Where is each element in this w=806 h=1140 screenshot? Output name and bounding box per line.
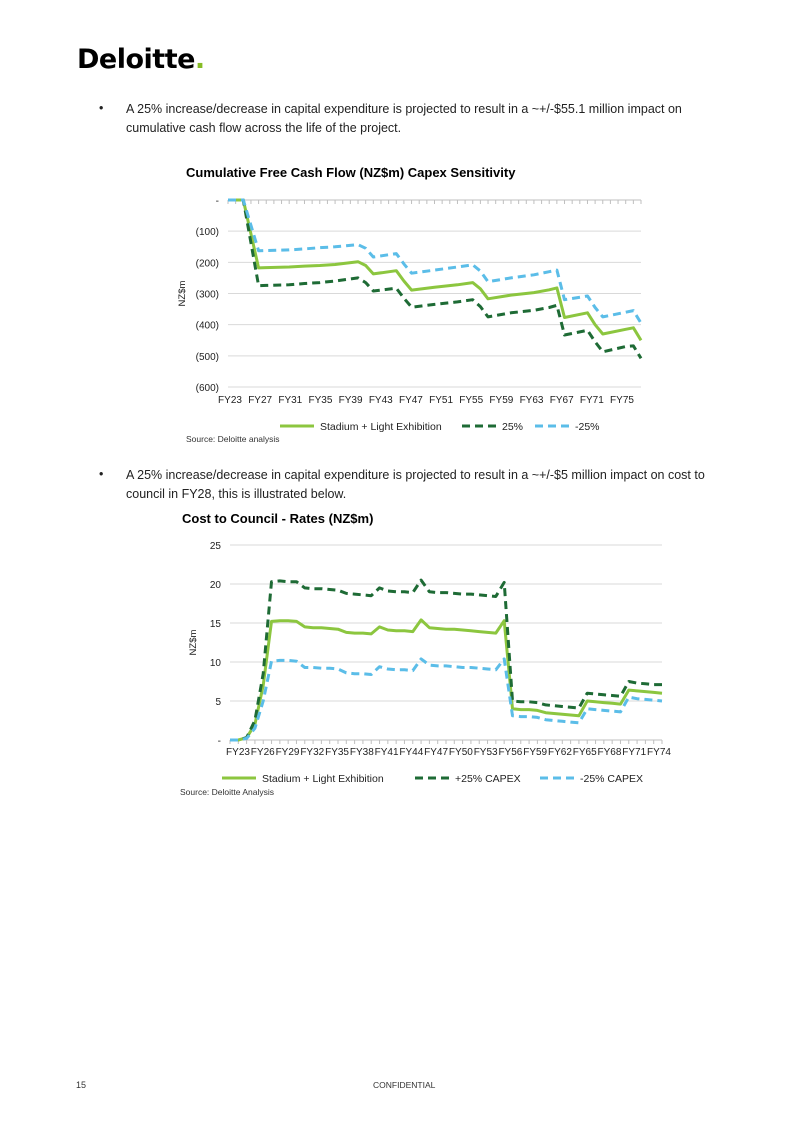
logo-text: Deloitte [77, 44, 195, 75]
c1-y-axis-label: NZ$m [177, 280, 188, 307]
c1-x-tick-label: FY47 [398, 395, 423, 406]
deloitte-logo [77, 44, 205, 75]
c2-series-line [230, 659, 662, 740]
c2-x-tick-label: FY38 [349, 747, 374, 758]
c2-x-tick-label: FY56 [498, 747, 523, 758]
c1-y-tick-label: (600) [195, 383, 219, 394]
bullet-text: A 25% increase/decrease in capital expenditure is projected to result in a ~+/-$55.1 million impact on cumulative cash flow across the life of the project. [126, 102, 682, 135]
c1-x-tick-label: FY63 [519, 395, 544, 406]
c1-x-tick-label: FY75 [610, 395, 634, 406]
c1-x-tick-label: FY55 [459, 395, 484, 406]
cost-to-council-chart [170, 530, 680, 790]
c1-y-tick-label: (100) [195, 227, 219, 239]
c2-x-tick-label: FY71 [622, 747, 647, 758]
bullet-marker: • [99, 467, 104, 481]
c1-legend-label: -25% [575, 421, 600, 433]
c1-legend-label: 25% [502, 421, 524, 433]
c2-x-tick-label: FY47 [424, 747, 449, 758]
c2-x-tick-label: FY26 [250, 747, 275, 758]
c2-x-tick-label: FY53 [473, 747, 498, 758]
c1-x-tick-label: FY67 [549, 395, 574, 406]
c2-x-tick-label: FY29 [275, 747, 300, 758]
c2-x-tick-label: FY41 [374, 747, 399, 758]
c2-legend-label: Stadium + Light Exhibition [262, 773, 384, 785]
page-number: 15 [76, 1080, 87, 1090]
chart-title: Cost to Council - Rates (NZ$m) [182, 511, 374, 526]
c2-y-tick-label: 10 [209, 658, 221, 669]
confidential-label: CONFIDENTIAL [373, 1080, 436, 1090]
c1-y-tick-label: (400) [195, 320, 219, 332]
c1-y-tick-label: (200) [195, 258, 219, 270]
c1-legend-label: Stadium + Light Exhibition [320, 421, 442, 433]
cumulative-cash-flow-chart [170, 185, 660, 440]
c2-x-tick-label: FY35 [325, 747, 350, 758]
c1-x-tick-label: FY71 [579, 395, 604, 406]
c2-x-tick-label: FY59 [523, 747, 548, 758]
c2-legend-label: -25% CAPEX [580, 773, 644, 785]
c2-y-tick-label: 20 [209, 580, 221, 591]
c2-legend-label: +25% CAPEX [455, 773, 521, 785]
c1-y-tick-label: (300) [195, 289, 219, 301]
c2-y-axis-label: NZ$m [188, 629, 199, 656]
c2-y-tick-label: 25 [209, 541, 221, 552]
c1-x-tick-label: FY43 [368, 395, 393, 406]
c1-y-tick-label: - [215, 196, 219, 207]
bullet-text: A 25% increase/decrease in capital expenditure is projected to result in a ~+/-$5 million impact on cost to council in FY28, this is illustrated below. [126, 468, 705, 501]
c1-x-tick-label: FY23 [218, 395, 242, 406]
c1-series-line [228, 200, 641, 358]
c1-y-tick-label: (500) [195, 351, 219, 363]
c1-x-tick-label: FY31 [278, 395, 303, 406]
c2-x-tick-label: FY23 [226, 747, 250, 758]
c2-x-tick-label: FY44 [399, 747, 424, 758]
c1-x-tick-label: FY35 [308, 395, 333, 406]
bullet-marker: • [99, 101, 104, 115]
chart-source: Source: Deloitte Analysis [180, 787, 275, 797]
c2-x-tick-label: FY65 [572, 747, 597, 758]
c1-x-tick-label: FY59 [489, 395, 514, 406]
c1-x-tick-label: FY27 [248, 395, 273, 406]
c2-x-tick-label: FY50 [448, 747, 473, 758]
c1-x-tick-label: FY39 [338, 395, 363, 406]
c2-series-line [230, 620, 662, 740]
c2-y-tick-label: - [217, 736, 221, 747]
c1-x-tick-label: FY51 [429, 395, 454, 406]
chart-title: Cumulative Free Cash Flow (NZ$m) Capex Sensitivity [186, 165, 516, 180]
c2-x-tick-label: FY74 [647, 747, 671, 758]
c2-y-tick-label: 5 [215, 697, 221, 708]
c2-x-tick-label: FY32 [300, 747, 325, 758]
chart-source: Source: Deloitte analysis [186, 434, 280, 444]
c1-series-line [228, 200, 641, 340]
c2-y-tick-label: 15 [209, 619, 221, 630]
logo-dot: . [194, 44, 205, 75]
c2-x-tick-label: FY68 [597, 747, 622, 758]
c2-x-tick-label: FY62 [547, 747, 572, 758]
